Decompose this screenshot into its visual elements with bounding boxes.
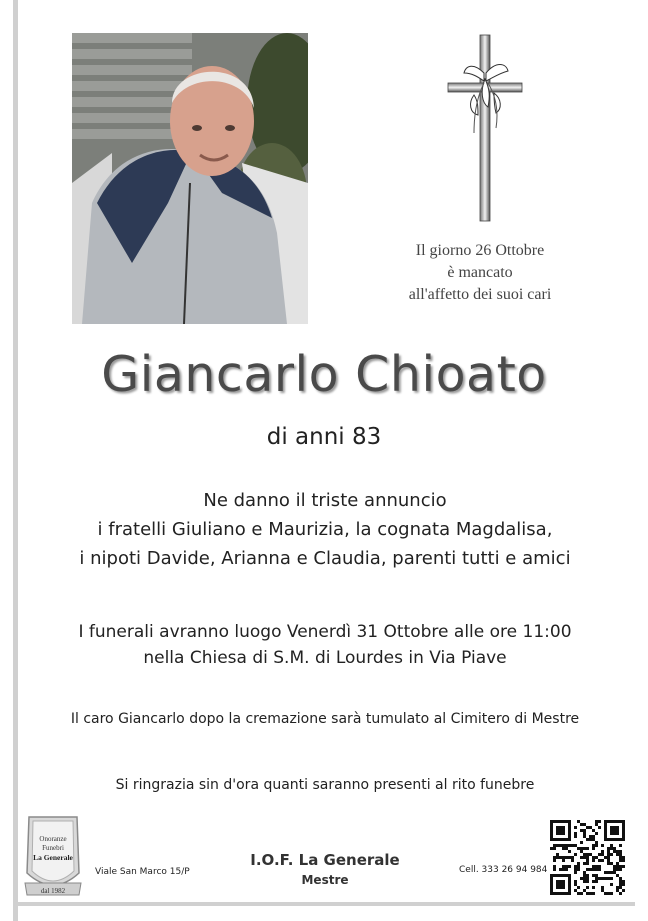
logo-line-1: Onoranze [39,835,67,843]
thanks-note: Si ringrazia sin d'ora quanti saranno presenti al rito funebre [115,777,535,793]
funeral-home-name-block [230,850,420,890]
announcement [30,486,620,573]
deceased-name: Giancarlo Chioato [101,346,547,403]
logo-line-2: Funebri [42,844,64,852]
intro-affection: all'affetto dei suoi cari [408,286,552,303]
death-notice-intro [370,240,590,306]
qr-code-icon[interactable] [550,820,625,895]
funeral-home-name: I.O.F. La Generale [250,851,400,869]
cross-icon [444,33,526,223]
logo-line-3: La Generale [33,853,73,862]
portrait-photo [72,33,308,324]
funeral-home-city: Mestre [301,873,349,887]
page-border-bottom [13,902,635,906]
logo-since: dal 1982 [40,887,66,895]
intro-passed: è mancato [447,264,513,281]
announcement-line: Ne danno il triste annuncio [203,490,447,511]
funeral-line: I funerali avranno luogo Venerdì 31 Ottobre alle ore 11:00 [78,622,572,642]
funeral-home-address: Viale San Marco 15/P [95,867,190,877]
intro-date: Il giorno 26 Ottobre [415,242,545,259]
deceased-age: di anni 83 [266,424,382,450]
funeral-line: nella Chiesa di S.M. di Lourdes in Via Piave [143,648,507,668]
funeral-home-logo [23,813,83,899]
page-border-left [13,0,18,921]
burial-info: Il caro Giancarlo dopo la cremazione sarà tumulato al Cimitero di Mestre [70,711,580,727]
funeral-home-phone: Cell. 333 26 94 984 [459,865,548,875]
funeral-info [30,619,620,671]
announcement-line: i nipoti Davide, Arianna e Claudia, parenti tutti e amici [79,548,571,569]
announcement-line: i fratelli Giuliano e Maurizia, la cognata Magdalisa, [97,519,553,540]
